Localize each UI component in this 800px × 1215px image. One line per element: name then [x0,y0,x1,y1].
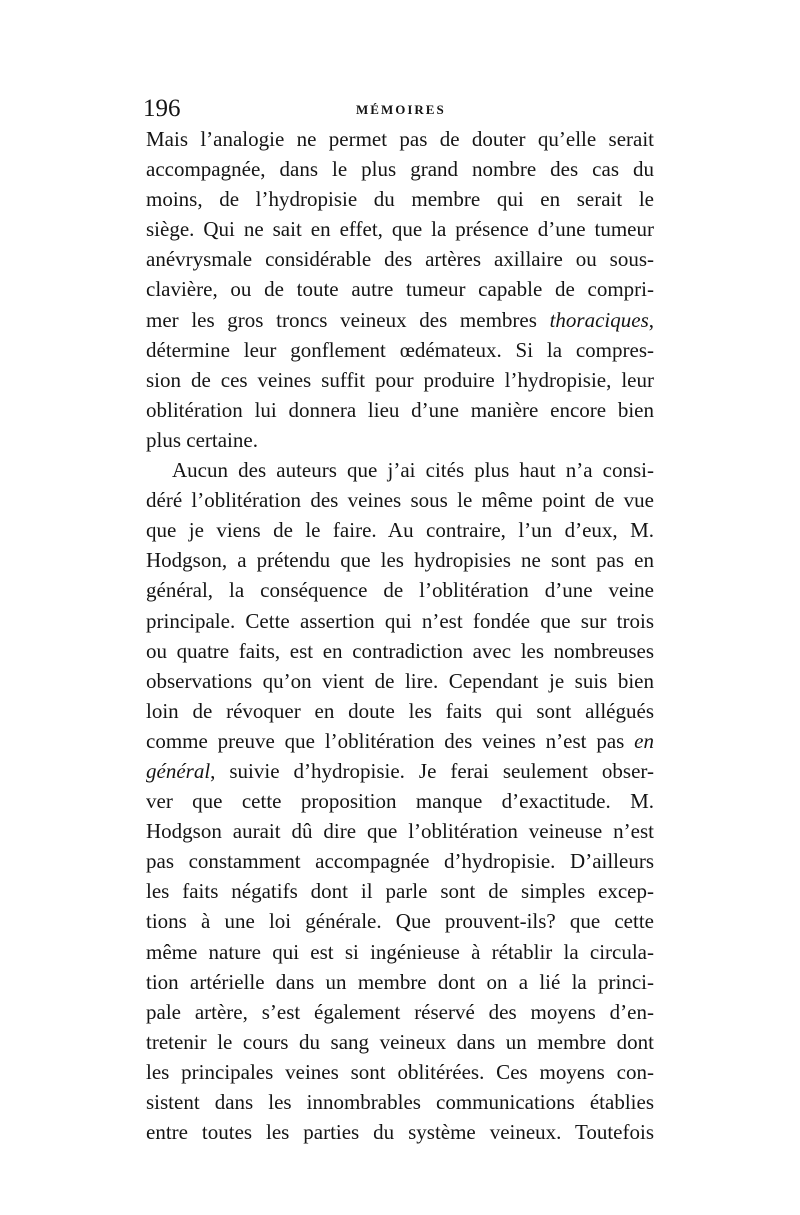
text-line: tion artérielle dans un membre dont on a lié la princi- [146,969,654,994]
text-line: tretenir le cours du sang veineux dans un membre dont [146,1029,654,1054]
text-line [146,756,654,786]
running-head: MÉMOIRES [356,102,446,117]
italic-word: thoraciques [549,307,649,332]
text-line: tions à une loi générale. Que prouvent-ils? que cette [146,909,654,934]
text-line: clavière, ou de toute autre tumeur capable de compri- [146,277,654,302]
text-line: loin de révoquer en doute les faits qui sont allégués [146,698,654,723]
text-line: accompagnée, dans le plus grand nombre des cas du [146,157,654,182]
italic-word: en [634,728,654,753]
text-line: anévrysmale considérable des artères axillaire ou sous- [146,247,654,272]
text-line: Hodgson, a prétendu que les hydropisies ne sont pas en [146,548,654,573]
text-segment: mer les gros troncs veineux des membres [146,307,550,332]
body-text [146,124,654,1147]
text-line: entre toutes les parties du système veineux. Toutefois [146,1120,654,1145]
italic-word: général [146,758,211,783]
text-line: les faits négatifs dont il parle sont de simples excep- [146,879,654,904]
text-line: que je viens de le faire. Au contraire, l’un d’eux, M. [146,518,654,543]
text-line: pale artère, s’est également réservé des moyens d’en- [146,999,654,1024]
text-line [146,305,654,335]
text-line: siège. Qui ne sait en effet, que la présence d’une tumeur [146,217,654,242]
text-line: sistent dans les innombrables communications établies [146,1090,654,1114]
text-line: détermine leur gonflement œdémateux. Si la compres- [146,337,654,362]
paragraph-start-line: Aucun des auteurs que j’ai cités plus haut n’a consi- [172,458,654,483]
text-line [146,726,654,756]
text-line: les principales veines sont oblitérées. Ces moyens con- [146,1059,654,1084]
text-line: principale. Cette assertion qui n’est fondée que sur trois [146,608,654,633]
text-line: général, la conséquence de l’oblitération d’une veine [146,578,654,603]
text-line: plus certaine. [146,427,258,452]
text-line: déré l’oblitération des veines sous le même point de vue [146,488,654,513]
text-segment: comme preuve que l’oblitération des veines n’est pas [146,728,635,753]
text-line: observations qu’on vient de lire. Cependant je suis bien [146,668,654,693]
page-header [143,94,663,124]
text-line: moins, de l’hydropisie du membre qui en serait le [146,187,654,212]
page-number: 196 [143,95,181,122]
text-line: oblitération lui donnera lieu d’une manière encore bien [146,397,654,422]
text-line: sion de ces veines suffit pour produire l’hydropisie, leur [146,367,654,392]
text-line: pas constamment accompagnée d’hydropisie. D’ailleurs [146,849,654,874]
text-line: ou quatre faits, est en contradiction avec les nombreuses [146,638,654,663]
text-segment: , suivie d’hydropisie. Je ferai seulement obser- [210,758,654,783]
text-line: même nature qui est si ingénieuse à rétablir la circula- [146,939,654,964]
text-line: Mais l’analogie ne permet pas de douter qu’elle serait [146,127,654,151]
text-line: ver que cette proposition manque d’exactitude. M. [146,789,654,814]
text-segment: , [648,307,654,332]
text-line: Hodgson aurait dû dire que l’oblitération veineuse n’est [146,819,654,844]
